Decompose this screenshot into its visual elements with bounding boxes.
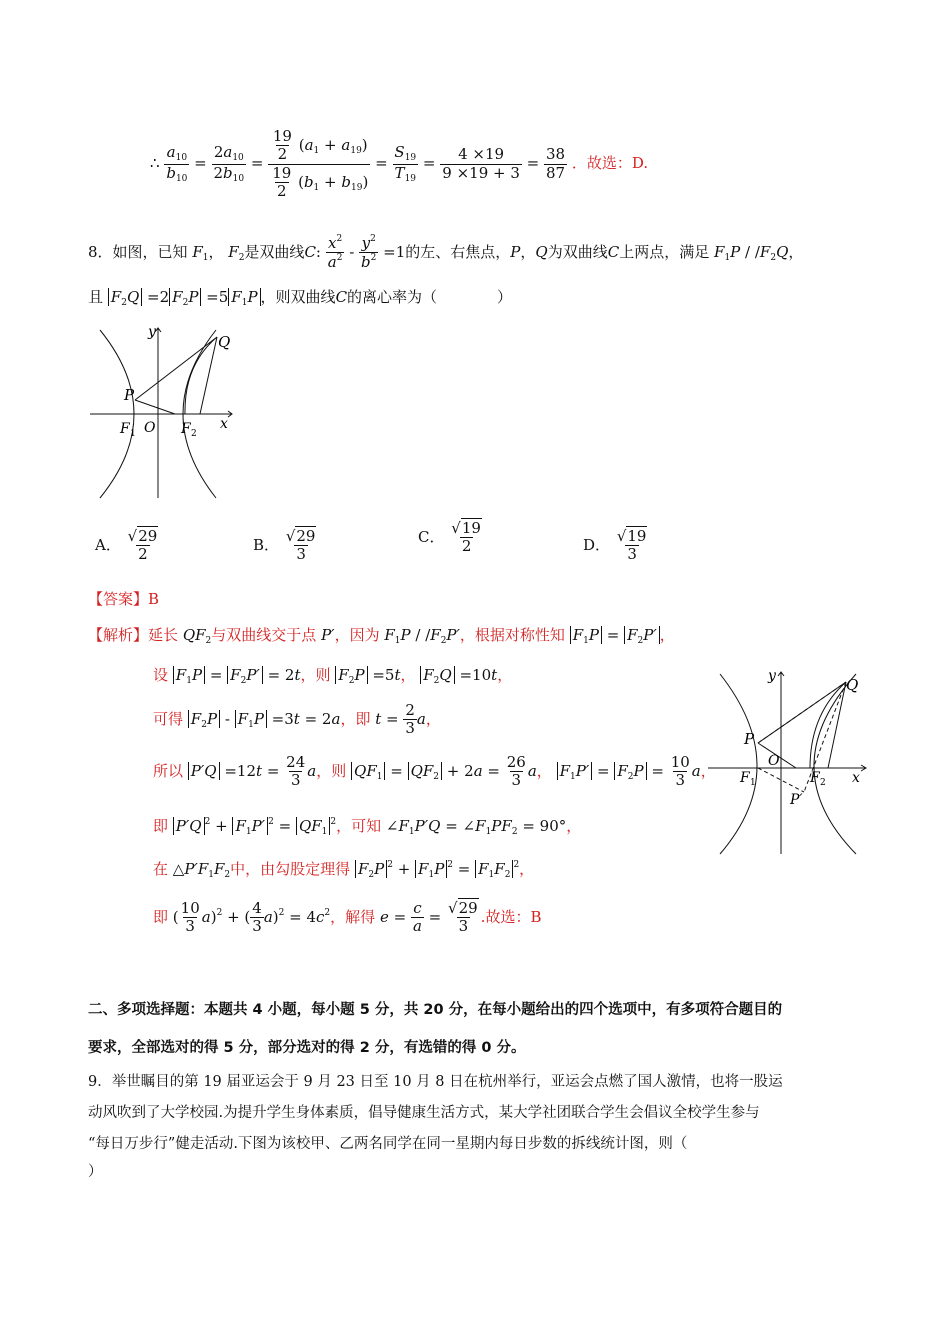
q8-option-d[interactable]: D． $\frac{√19}{3}$: [583, 527, 647, 564]
sol-fig-x-label: x: [852, 770, 860, 786]
answer-line: 【答案】B: [88, 590, 160, 608]
section2-heading-line2: 要求，全部选对的得 5 分，部分选对的得 2 分，有选错的得 0 分。: [88, 1040, 526, 1056]
q8-fig-P-label: P: [124, 386, 135, 404]
solution-line6: 在 $\triangle P'F_1F_2$中，由勾股定理得 $F_2P$ $^2 + F_1P$ $^2 = F_1F_2^2$，: [153, 860, 535, 880]
solution-line5: 即 P′Q $^2 + F_1P'$ $^2 = QF_1^2$，可知 $\angle F_1P'Q$ = $\angle F_1PF_2 = 90^\circ$，: [153, 817, 582, 837]
frac-38-87: $\frac{38}{87}$: [546, 145, 566, 182]
q9-line3: “每日万步行”健走活动.下图为该校甲、乙两名同学在同一星期内每日步数的拆线统计图，则（: [88, 1136, 688, 1152]
q8-hyperbola-figure: [88, 320, 238, 500]
sol-fig-Pprime-label: P′: [790, 792, 803, 808]
q7-formula: ∴ $\frac{a_{10}}{b_{10}}$ = $\frac{2a_{10}}{2b_{10}}$ = $\frac{19}{2}$ $(a_1 + a_{19})$ $\frac{19}{2}$ $(b_1 + b_{19})$ = $\frac{S_{19}}{T_{19}}$ = $\frac{4 \times 19}{9 \times 19 + 3}$ = $\frac{38}{87}$ ．故选：D.: [150, 127, 649, 200]
q8-option-b[interactable]: B． $\frac{√29}{3}$: [253, 527, 316, 564]
q8-fig-F2-label: F: [181, 421, 191, 437]
sol-fig-Q-label: Q: [846, 676, 859, 694]
frac-s19-t19: $\frac{S_{19}}{T_{19}}$: [394, 143, 417, 184]
solution-line7: 即 ( $\frac{10}{3}$ a)$^2$ + ( $\frac{4}{3}$ $a)^2 = 4c^2$，解得 e = $\frac{c}{a}$ = $\frac{√29}{3}$ .故选：B: [153, 899, 542, 936]
sol-fig-P-label: P: [744, 730, 755, 748]
svg-text:1: 1: [750, 778, 756, 788]
sol-fig-y-label: y: [768, 668, 776, 684]
sol-fig-F1-label: F: [740, 770, 750, 786]
frac-numeric: $\frac{4 \times 19}{9 \times 19 + 3}$: [442, 145, 520, 182]
sol-fig-F2-label: F: [810, 770, 820, 786]
q9-line4: ）: [88, 1164, 103, 1180]
q8-fig-y-label: y: [148, 324, 156, 340]
sol-fig-O-label: O: [768, 753, 780, 769]
solution-line2: 设 $F_1P = F_2P' = 2t$，则 $F_2P =5t$， $F_2Q =10t$，: [153, 666, 513, 686]
q8-fig-x-label: x: [220, 416, 228, 432]
q9-line1: 9．举世瞩目的第 19 届亚运会于 9 月 23 日至 10 月 8 日在杭州举行，亚运会点燃了国人激情，也将一股运: [88, 1074, 783, 1090]
solution-line4: 所以 P′Q =12t = $\frac{24}{3}$ a，则 $QF_1 = QF_2 + 2a$ = $\frac{26}{3}$ a， $F_1P' = F_2P$ = $\frac{10}{3}$ a，: [153, 753, 716, 790]
q8-option-a[interactable]: A． $\frac{√29}{2}$: [95, 527, 158, 564]
frac-2a10-2b10: $\frac{2a_{10}}{2b_{10}}$: [213, 143, 245, 184]
section2-heading-line1: 二、多项选择题：本题共 4 小题，每小题 5 分，共 20 分，在每小题给出的四个选项中，有多项符合题目的: [88, 1002, 783, 1018]
frac-sum-ratio: $\frac{19}{2}$ $(a_1 + a_{19})$ $\frac{19}{2}$ $(b_1 + b_{19})$: [268, 128, 370, 200]
q8-fig-F1-label: F: [120, 421, 130, 437]
svg-text:2: 2: [820, 778, 826, 788]
q8-fig-Q-label: Q: [218, 333, 231, 351]
solution-hyperbola-figure: [706, 664, 876, 856]
solution-line3: 可得 $F_2P - F_1P =3t = 2a$，即 t = $\frac{2}{3}$ a，: [153, 701, 441, 738]
svg-text:2: 2: [191, 429, 197, 439]
q8-stem-line2: 且 $F_2Q =2$ $F_2P =5$ $F_1P$ ，则双曲线C的离心率为（ ）: [88, 288, 513, 308]
q8-stem-line1: 8．如图，已知 $F_1$， $F_2$是双曲线C: $\frac{x^2}{a^2}$ - $\frac{y^2}{b^2}$ =1的左、右焦点，P，Q为双曲线C上两点，满足 $F_1P / /F_2Q$，: [88, 234, 804, 272]
svg-text:1: 1: [130, 429, 136, 439]
q8-fig-O-label: O: [144, 420, 156, 436]
q8-option-c[interactable]: C． $\frac{√19}{2}$: [418, 519, 481, 556]
solution-line1: 【解析】延长 $QF_2$与双曲线交于点 P′，因为 $F_1P / /F_2P'$，根据对称性知 $F_1P = F_2P'$ ，: [88, 626, 675, 646]
q7-answer: ．故选：D.: [571, 154, 649, 172]
frac-a10-b10: $\frac{a_{10}}{b_{10}}$: [166, 143, 188, 184]
q9-line2: 动风吹到了大学校园.为提升学生身体素质，倡导健康生活方式，某大学社团联合学生会倡议全校学生参与: [88, 1105, 760, 1121]
